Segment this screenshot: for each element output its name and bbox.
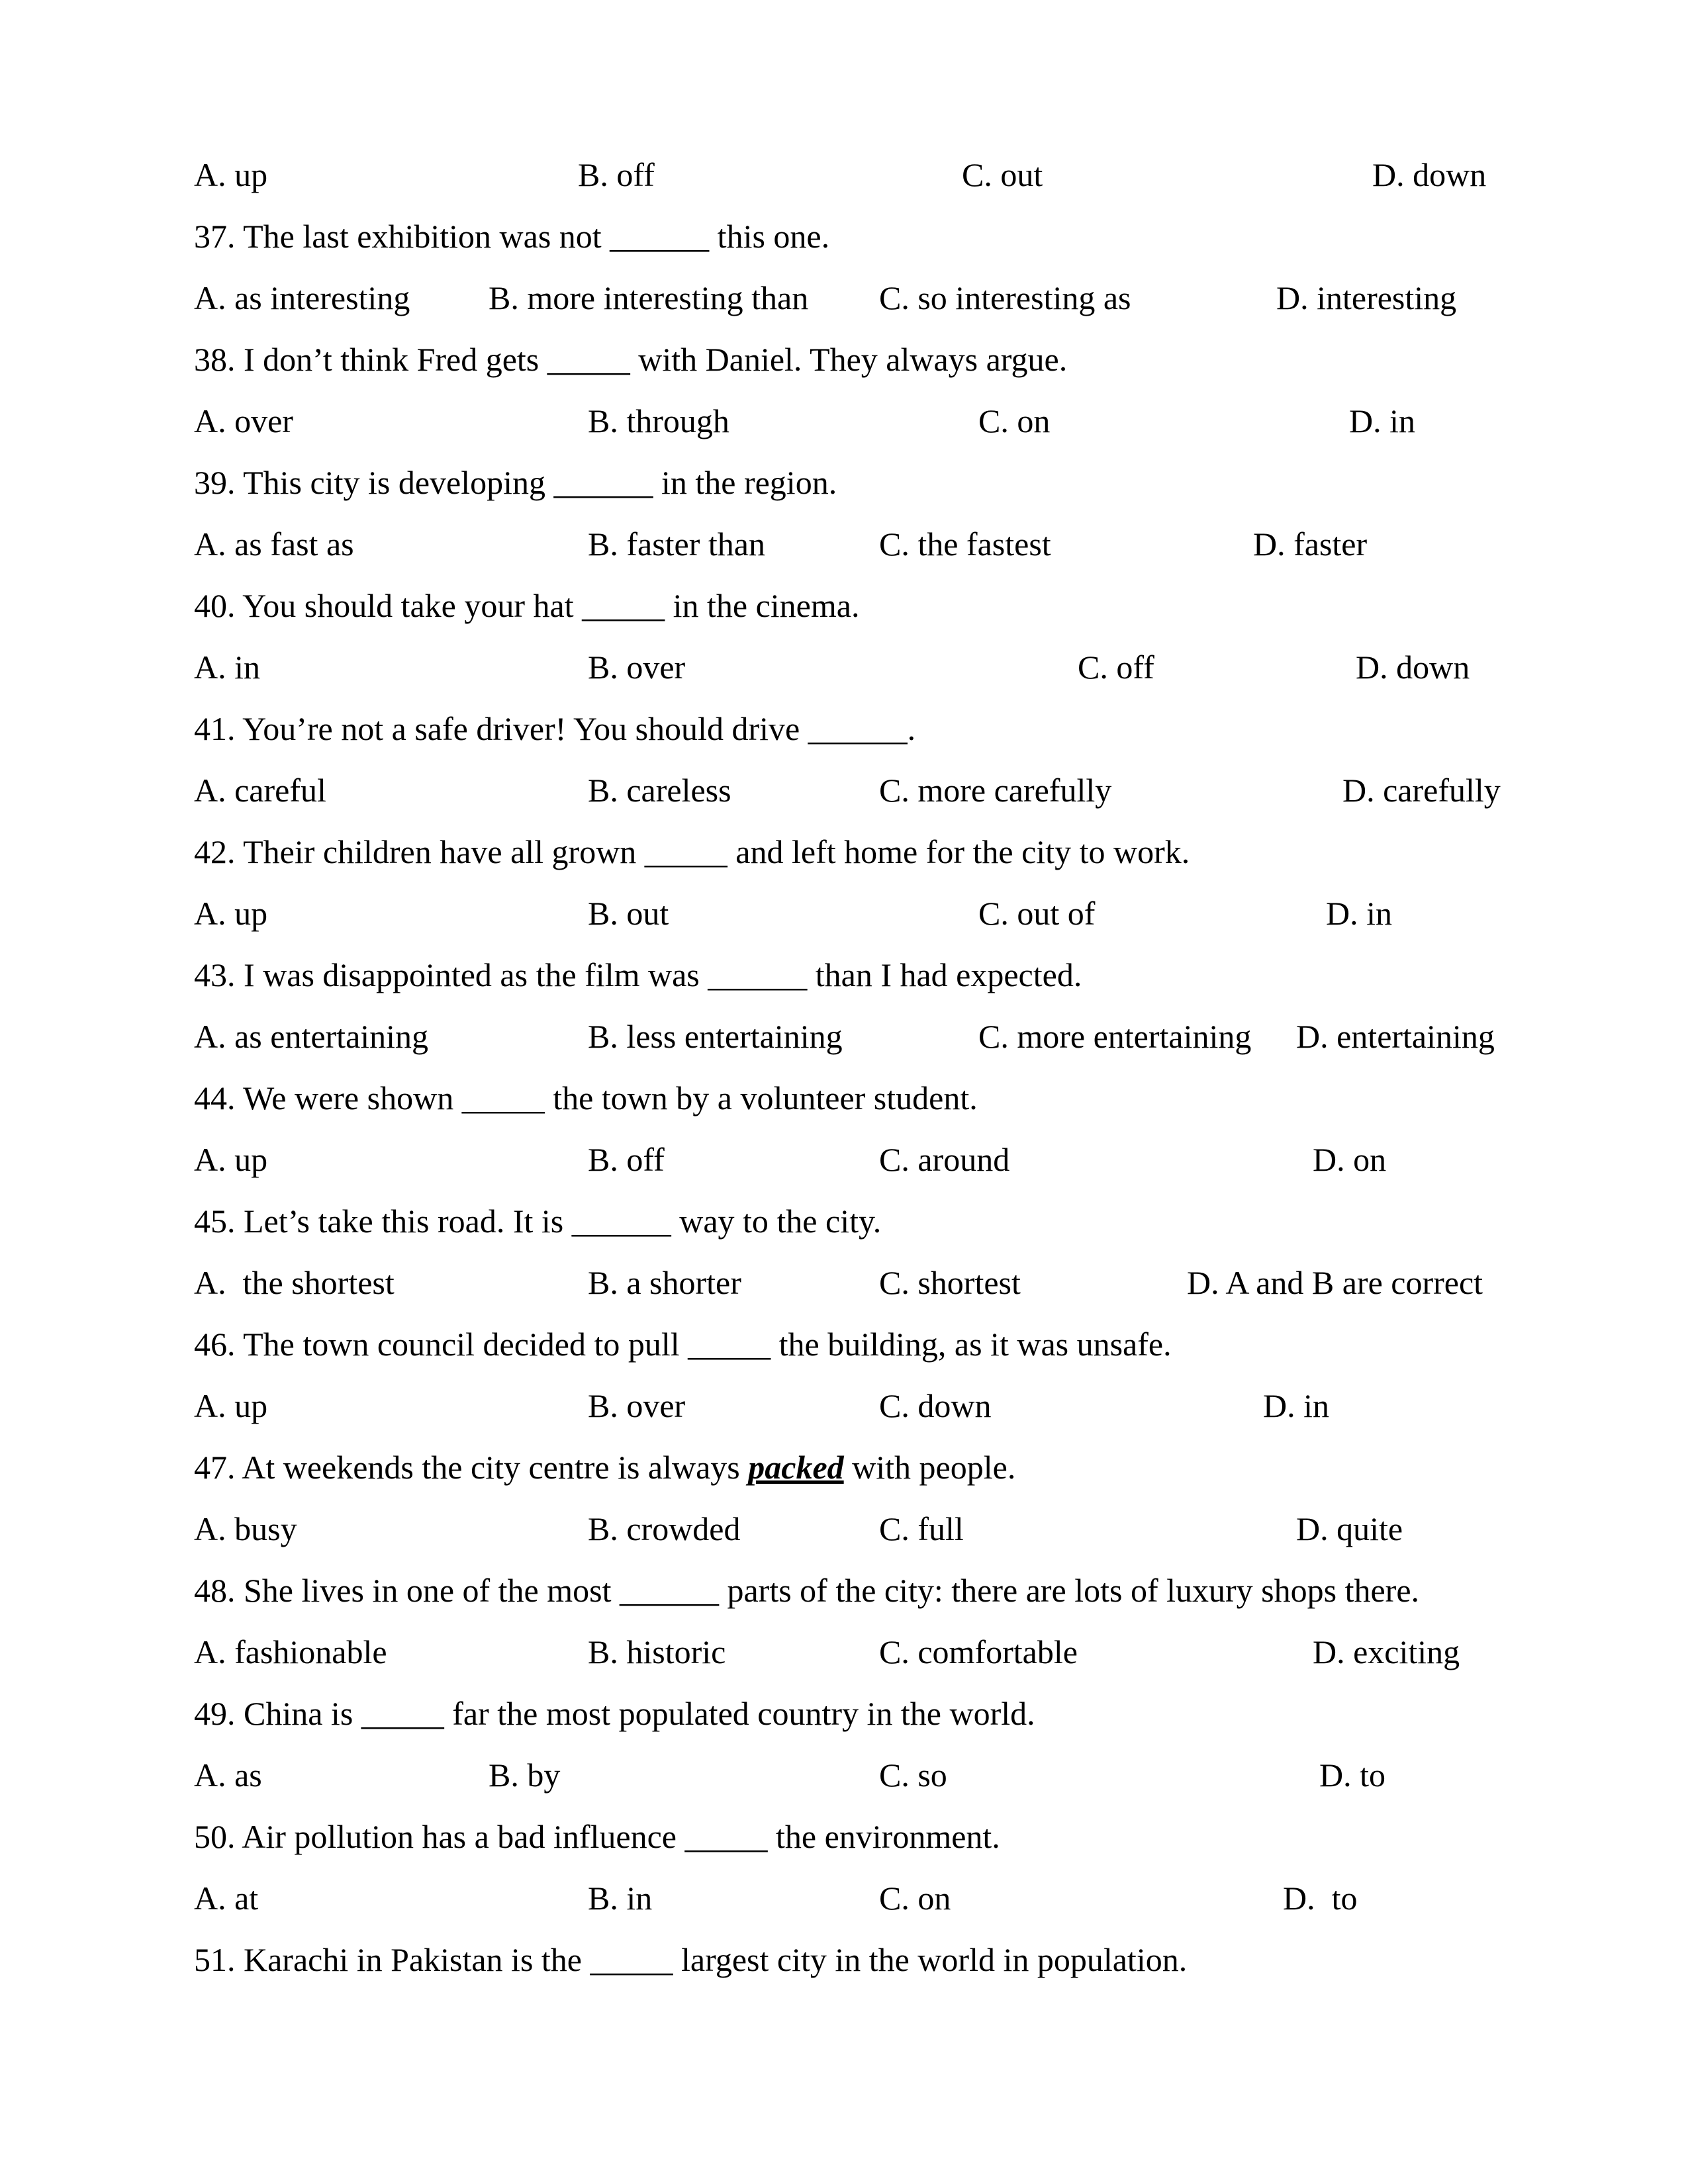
option-b: B. faster than: [588, 525, 765, 563]
question-48-stem: 48. She lives in one of the most ______ parts of the city: there are lots of luxury shops there.: [194, 1572, 1420, 1609]
option-d: D. interesting: [1276, 279, 1457, 316]
options-row-41: [194, 764, 1501, 817]
option-b: B. over: [588, 1387, 686, 1424]
option-d: D. in: [1263, 1387, 1329, 1424]
question-50-stem: 50. Air pollution has a bad influence _____ the environment.: [194, 1818, 1000, 1855]
option-d: D. to: [1319, 1756, 1385, 1794]
option-b: B. a shorter: [588, 1264, 741, 1301]
options-row-46: [194, 1379, 1329, 1432]
option-d: D. quite: [1296, 1510, 1403, 1547]
option-d: D. in: [1349, 402, 1415, 439]
option-c: C. more carefully: [879, 772, 1112, 809]
option-b: B. off: [588, 1141, 665, 1178]
option-a: A. as: [194, 1756, 262, 1794]
stem-text: with people.: [843, 1449, 1016, 1486]
option-a: A. the shortest: [194, 1264, 395, 1301]
option-a: A. up: [194, 895, 268, 932]
options-row-50: [194, 1872, 1358, 1925]
option-b: B. out: [588, 895, 669, 932]
question-45-stem: 45. Let’s take this road. It is ______ way to the city.: [194, 1203, 882, 1240]
option-c: C. out: [962, 156, 1043, 193]
option-a: A. at: [194, 1880, 259, 1917]
option-b: B. over: [588, 649, 686, 686]
option-a: A. as interesting: [194, 279, 410, 316]
options-row-39: [194, 518, 1368, 570]
option-c: C. out of: [978, 895, 1096, 932]
question-42-stem: 42. Their children have all grown _____ and left home for the city to work.: [194, 833, 1190, 870]
question-40-stem: 40. You should take your hat _____ in the cinema.: [194, 587, 860, 624]
option-a: A. over: [194, 402, 293, 439]
option-b: B. crowded: [588, 1510, 741, 1547]
stem-text: 47. At weekends the city centre is always: [194, 1449, 749, 1486]
option-c: C. off: [1078, 649, 1154, 686]
question-47-stem: [194, 1441, 1015, 1494]
option-a: A. busy: [194, 1510, 297, 1547]
options-row-38: [194, 394, 1415, 447]
option-c: C. on: [978, 402, 1051, 439]
options-row-45: [194, 1256, 1483, 1309]
option-c: C. so interesting as: [879, 279, 1131, 316]
option-c: C. more entertaining: [978, 1018, 1252, 1055]
option-a: A. careful: [194, 772, 326, 809]
option-b: B. through: [588, 402, 729, 439]
option-a: A. up: [194, 1387, 268, 1424]
option-b: B. careless: [588, 772, 731, 809]
question-39-stem: 39. This city is developing ______ in the region.: [194, 464, 837, 501]
options-row-49: [194, 1749, 1385, 1801]
option-c: C. comfortable: [879, 1633, 1078, 1670]
option-b: B. off: [578, 156, 655, 193]
option-c: C. down: [879, 1387, 992, 1424]
question-46-stem: 46. The town council decided to pull _____ the building, as it was unsafe.: [194, 1326, 1172, 1363]
option-c: C. on: [879, 1880, 951, 1917]
option-c: C. shortest: [879, 1264, 1021, 1301]
question-43-stem: 43. I was disappointed as the film was ______ than I had expected.: [194, 956, 1082, 993]
option-d: D. carefully: [1342, 772, 1501, 809]
question-51-stem: 51. Karachi in Pakistan is the _____ largest city in the world in population.: [194, 1941, 1188, 1978]
option-d: D. in: [1326, 895, 1392, 932]
options-row-43: [194, 1010, 1495, 1063]
options-row-44: [194, 1133, 1387, 1186]
option-b: B. less entertaining: [588, 1018, 843, 1055]
option-d: D. faster: [1253, 525, 1368, 563]
option-d: D. exciting: [1313, 1633, 1460, 1670]
option-a: A. up: [194, 156, 268, 193]
question-44-stem: 44. We were shown _____ the town by a volunteer student.: [194, 1079, 978, 1116]
option-a: A. fashionable: [194, 1633, 387, 1670]
option-d: D. down: [1372, 156, 1487, 193]
option-c: C. full: [879, 1510, 964, 1547]
option-a: A. in: [194, 649, 260, 686]
question-41-stem: 41. You’re not a safe driver! You should drive ______.: [194, 710, 916, 747]
options-row-37: [194, 271, 1457, 324]
emphasized-word: packed: [748, 1449, 844, 1486]
option-b: B. by: [489, 1756, 561, 1794]
option-d: D. on: [1313, 1141, 1387, 1178]
option-a: A. as fast as: [194, 525, 354, 563]
option-d: D. entertaining: [1296, 1018, 1495, 1055]
options-row-42: [194, 887, 1392, 940]
option-c: C. so: [879, 1756, 947, 1794]
option-a: A. up: [194, 1141, 268, 1178]
options-row-47: [194, 1502, 1403, 1555]
options-row-40: [194, 641, 1470, 694]
option-b: B. in: [588, 1880, 653, 1917]
option-d: D. down: [1356, 649, 1470, 686]
option-d: D. to: [1283, 1880, 1358, 1917]
question-38-stem: 38. I don’t think Fred gets _____ with Daniel. They always argue.: [194, 341, 1068, 378]
question-49-stem: 49. China is _____ far the most populated country in the world.: [194, 1695, 1035, 1732]
option-b: B. more interesting than: [489, 279, 809, 316]
options-row-48: [194, 1625, 1460, 1678]
option-a: A. as entertaining: [194, 1018, 429, 1055]
question-37-stem: 37. The last exhibition was not ______ this one.: [194, 218, 830, 255]
option-b: B. historic: [588, 1633, 726, 1670]
option-d: D. A and B are correct: [1187, 1264, 1483, 1301]
option-c: C. the fastest: [879, 525, 1051, 563]
option-c: C. around: [879, 1141, 1010, 1178]
options-row-36: [194, 148, 1487, 201]
